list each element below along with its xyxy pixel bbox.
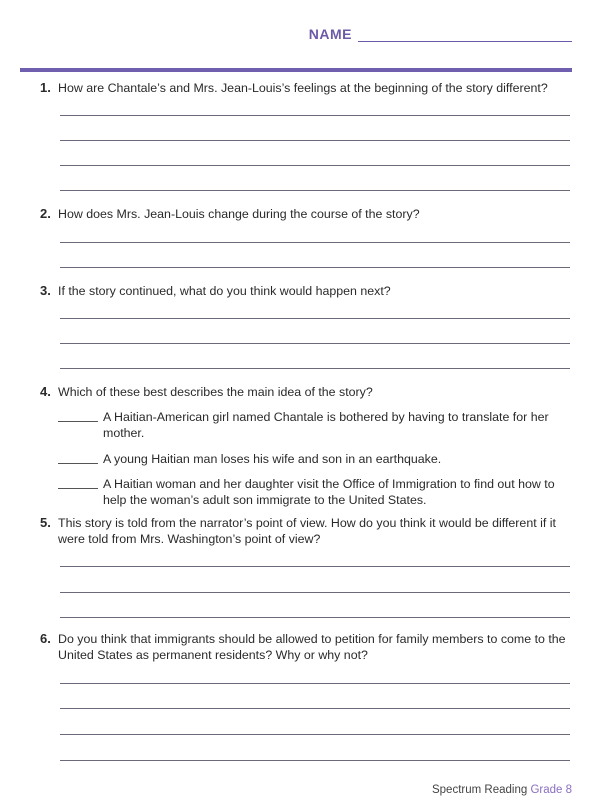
answer-line[interactable] bbox=[60, 760, 570, 761]
question-text: Do you think that immigrants should be allowed to petition for family members to come to the United States as permanent residents? Why or why not? bbox=[58, 632, 566, 662]
answer-line[interactable] bbox=[60, 592, 570, 593]
option-blank[interactable] bbox=[58, 421, 98, 422]
question-number: 3. bbox=[40, 283, 51, 298]
question-5 bbox=[40, 515, 572, 547]
question-6 bbox=[40, 631, 572, 663]
answer-line[interactable] bbox=[60, 708, 570, 709]
option-3 bbox=[58, 476, 572, 508]
question-number: 2. bbox=[40, 206, 51, 221]
header-rule bbox=[20, 68, 572, 72]
option-2 bbox=[58, 451, 572, 467]
option-text: A young Haitian man loses his wife and son in an earthquake. bbox=[103, 452, 442, 466]
answer-line[interactable] bbox=[60, 617, 570, 618]
answer-line[interactable] bbox=[60, 683, 570, 684]
answer-line[interactable] bbox=[60, 165, 570, 166]
question-text: How does Mrs. Jean-Louis change during the course of the story? bbox=[58, 207, 420, 221]
option-text: A Haitian-American girl named Chantale is bothered by having to translate for her mother. bbox=[103, 410, 549, 440]
answer-line[interactable] bbox=[60, 318, 570, 319]
question-2 bbox=[40, 206, 572, 222]
question-number: 1. bbox=[40, 80, 51, 95]
question-1 bbox=[40, 80, 572, 96]
question-3 bbox=[40, 283, 572, 299]
answer-line[interactable] bbox=[60, 140, 570, 141]
option-blank[interactable] bbox=[58, 488, 98, 489]
answer-line[interactable] bbox=[60, 267, 570, 268]
option-blank[interactable] bbox=[58, 463, 98, 464]
answer-line[interactable] bbox=[60, 242, 570, 243]
answer-line[interactable] bbox=[60, 115, 570, 116]
footer-grade: Grade 8 bbox=[530, 784, 572, 796]
question-text: If the story continued, what do you think would happen next? bbox=[58, 284, 391, 298]
name-field bbox=[309, 26, 572, 42]
question-text: This story is told from the narrator’s point of view. How do you think it would be different if it were told from Mrs. Washington’s point of view? bbox=[58, 516, 556, 546]
answer-line[interactable] bbox=[60, 190, 570, 191]
question-number: 5. bbox=[40, 515, 51, 530]
question-number: 4. bbox=[40, 384, 51, 399]
answer-line[interactable] bbox=[60, 343, 570, 344]
option-1 bbox=[58, 409, 572, 441]
question-text: Which of these best describes the main idea of the story? bbox=[58, 385, 373, 399]
option-text: A Haitian woman and her daughter visit the Office of Immigration to find out how to help the woman’s adult son immigrate to the United States. bbox=[103, 477, 555, 507]
question-text: How are Chantale’s and Mrs. Jean-Louis’s feelings at the beginning of the story different? bbox=[58, 81, 548, 95]
question-4 bbox=[40, 384, 572, 400]
page-footer bbox=[432, 784, 572, 796]
name-answer-line[interactable] bbox=[358, 27, 572, 42]
name-label: NAME bbox=[308, 26, 352, 42]
question-number: 6. bbox=[40, 631, 51, 646]
answer-line[interactable] bbox=[60, 566, 570, 567]
answer-line[interactable] bbox=[60, 734, 570, 735]
footer-title: Spectrum Reading bbox=[431, 784, 528, 796]
answer-line[interactable] bbox=[60, 368, 570, 369]
